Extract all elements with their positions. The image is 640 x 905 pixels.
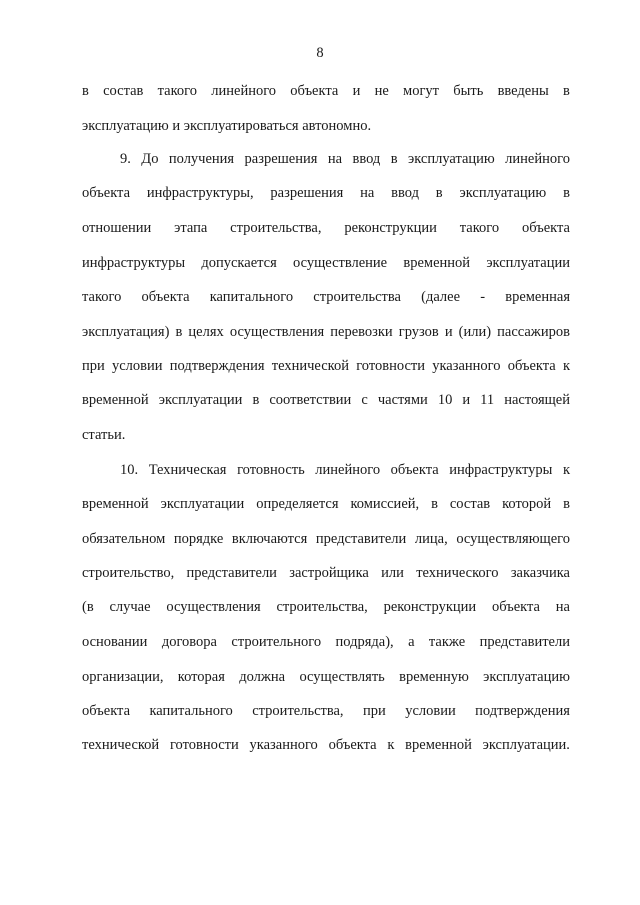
word: готовность (237, 462, 305, 478)
word: инфраструктуры, (146, 185, 254, 201)
text-line (82, 117, 570, 135)
word: объекта (82, 703, 131, 719)
word: объекта (491, 599, 540, 615)
word: организации, (82, 669, 164, 685)
word: эксплуатации (486, 255, 570, 271)
word: на (555, 599, 570, 615)
text-line (82, 633, 570, 651)
word: указанного (432, 358, 501, 374)
text-line (82, 598, 570, 616)
word: линейного (315, 462, 381, 478)
word: в (390, 151, 398, 167)
word: подряда), (335, 634, 394, 650)
word: Техническая (148, 462, 227, 478)
word: эксплуатации (158, 392, 243, 408)
word: объекта (328, 737, 377, 753)
word: временную (399, 669, 469, 685)
word: в (563, 496, 570, 512)
word: частями (377, 392, 428, 408)
word: эксплуатации (160, 496, 245, 512)
word: строительства, (230, 220, 322, 236)
word: осуществления (229, 324, 325, 340)
text-line (82, 357, 570, 375)
word: этапа (174, 220, 208, 236)
text-line (120, 150, 570, 168)
word: (далее (421, 289, 461, 305)
word: с (361, 392, 368, 408)
word: эксплуатации. (482, 737, 570, 753)
word: подтверждения (475, 703, 570, 719)
text-line (82, 668, 570, 686)
word: временной (403, 255, 471, 271)
word: отношении (82, 220, 152, 236)
word: могут (403, 83, 439, 99)
word: капитального (149, 703, 233, 719)
word: целях (188, 324, 224, 340)
word: строительства, (252, 703, 344, 719)
word: при (362, 703, 386, 719)
word: объекта (141, 289, 190, 305)
text-line (82, 702, 570, 720)
word: должна (239, 669, 286, 685)
word: инфраструктуры (449, 462, 553, 478)
word: получения (168, 151, 235, 167)
word: в (175, 324, 183, 340)
word: настоящей (504, 392, 570, 408)
word: представители (315, 531, 407, 547)
word: технической (271, 358, 349, 374)
word: строительство, (82, 565, 175, 581)
word: которой (502, 496, 552, 512)
word: определяется (256, 496, 339, 512)
word: эксплуатацию (459, 185, 547, 201)
word: на (327, 151, 343, 167)
word: технической (82, 737, 160, 753)
word: объекта (507, 358, 556, 374)
word: реконструкции (383, 599, 477, 615)
word: такого (82, 289, 122, 305)
word: капитального (209, 289, 294, 305)
word: готовности (356, 358, 425, 374)
word: случае (109, 599, 151, 615)
word: в (82, 83, 89, 99)
word: порядке (173, 531, 224, 547)
word: (или) (458, 324, 492, 340)
text-line (120, 461, 570, 479)
word: осуществлять (299, 669, 385, 685)
word: перевозки (330, 324, 393, 340)
word: такого (157, 83, 197, 99)
word: включаются (231, 531, 308, 547)
word: осуществления (166, 599, 261, 615)
word: и (352, 83, 361, 99)
word: 9. (120, 151, 131, 167)
word: осуществляющего (456, 531, 570, 547)
word: в (563, 185, 570, 201)
word: заказчика (510, 565, 570, 581)
word: условии (112, 358, 163, 374)
word: ввод (352, 151, 381, 167)
text-line (82, 184, 570, 202)
word: представители (186, 565, 277, 581)
word: комиссией, (350, 496, 420, 512)
word: к (562, 358, 570, 374)
word: допускается (201, 255, 277, 271)
word: временной (82, 392, 149, 408)
word: временной (82, 496, 149, 512)
word: а (408, 634, 415, 650)
word: строительства, (276, 599, 368, 615)
word: статьи. (82, 427, 126, 443)
text-line (82, 736, 570, 754)
word: введены (497, 83, 549, 99)
word: к (562, 462, 570, 478)
word: грузов (398, 324, 439, 340)
word: объекта (82, 185, 131, 201)
word: представители (479, 634, 570, 650)
text-line (82, 323, 570, 341)
word: не (374, 83, 389, 99)
word: 11 (480, 392, 495, 408)
word: договора (161, 634, 217, 650)
text-line (82, 495, 570, 513)
word: строительства (313, 289, 401, 305)
word: быть (453, 83, 484, 99)
text-line (82, 82, 570, 100)
word: состав (449, 496, 491, 512)
text-line (82, 530, 570, 548)
word: при (82, 358, 105, 374)
text-line (82, 391, 570, 409)
text-line (82, 426, 570, 444)
word: состав (103, 83, 144, 99)
text-line (82, 219, 570, 237)
word: обязательном (82, 531, 166, 547)
word: соответствии (269, 392, 352, 408)
word: технического (416, 565, 499, 581)
text-line (82, 564, 570, 582)
word: (в (82, 599, 94, 615)
word: линейного (211, 83, 277, 99)
word: эксплуатация) (82, 324, 170, 340)
word: временная (505, 289, 570, 305)
word: объекта (290, 83, 339, 99)
word: в (252, 392, 260, 408)
word: инфраструктуры (82, 255, 186, 271)
word: разрешения (270, 185, 344, 201)
word: 10. (120, 462, 139, 478)
word: разрешения (244, 151, 318, 167)
word: на (360, 185, 375, 201)
word: - (480, 289, 486, 305)
word: реконструкции (344, 220, 437, 236)
word: линейного (505, 151, 570, 167)
word: и (444, 324, 453, 340)
word: основании (82, 634, 148, 650)
text-line (82, 288, 570, 306)
word: и (462, 392, 471, 408)
text-line (82, 254, 570, 272)
word: застройщика (289, 565, 369, 581)
word: в (563, 83, 570, 99)
word: подтверждения (169, 358, 265, 374)
page-number: 8 (316, 45, 324, 61)
word: такого (459, 220, 500, 236)
word: которая (177, 669, 225, 685)
word: условии (405, 703, 456, 719)
word: эксплуатацию и эксплуатироваться автономно. (82, 118, 372, 134)
word: готовности (169, 737, 239, 753)
word: или (381, 565, 404, 581)
word: указанного (249, 737, 318, 753)
word: в (431, 496, 438, 512)
word: эксплуатацию (407, 151, 495, 167)
word: в (435, 185, 443, 201)
word: эксплуатацию (483, 669, 570, 685)
word: пассажиров (497, 324, 570, 340)
word: 10 (437, 392, 453, 408)
word: объекта (390, 462, 439, 478)
word: объекта (521, 220, 570, 236)
word: осуществление (293, 255, 388, 271)
word: к (387, 737, 395, 753)
word: временной (405, 737, 472, 753)
word: До (141, 151, 159, 167)
word: строительного (231, 634, 322, 650)
word: лица, (414, 531, 448, 547)
word: также (428, 634, 466, 650)
word: ввод (391, 185, 419, 201)
